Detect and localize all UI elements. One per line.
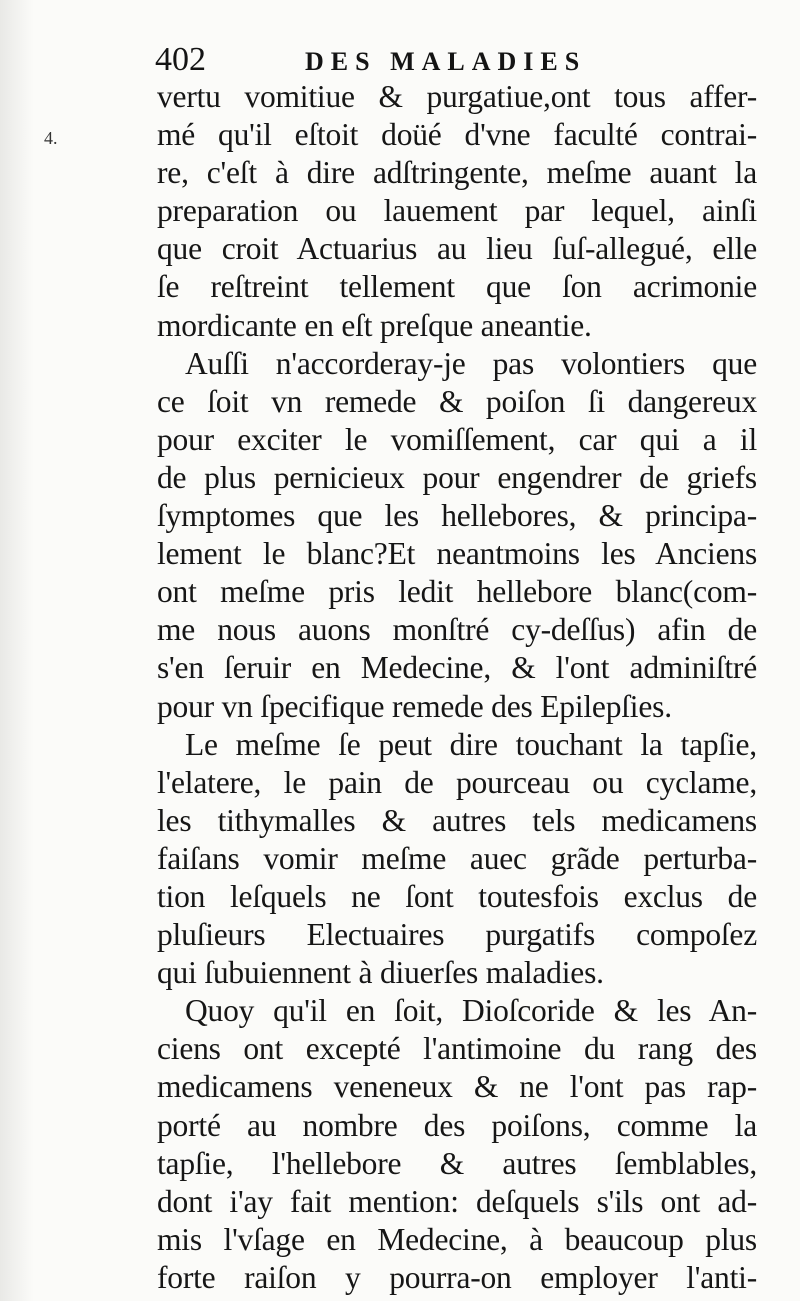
text-line: pour exciter le vomiſſement, car qui a il bbox=[157, 421, 757, 457]
text-line: Le meſme ſe peut dire touchant la tapſie, bbox=[185, 726, 757, 762]
text-line: pour vn ſpecifique remede des Epilepſies. bbox=[157, 688, 672, 724]
text-line: faiſans vomir meſme auec grãde perturba- bbox=[157, 840, 757, 876]
text-line: ſymptomes que les hellebores, & principa- bbox=[157, 498, 757, 534]
text-line: pluſieurs Electuaires purgatifs compoſez bbox=[157, 917, 757, 953]
text-line: ſe reſtreint tellement que ſon acrimonie bbox=[157, 269, 757, 305]
text-line: tion leſquels ne ſont toutesfois exclus de bbox=[157, 878, 757, 914]
text-line: Quoy qu'il en ſoit, Dioſcoride & les An- bbox=[185, 993, 757, 1029]
text-line: les tithymalles & autres tels medicamens bbox=[157, 802, 757, 838]
text-line: de plus pernicieux pour engendrer de griefs bbox=[157, 459, 757, 495]
page-number: 402 bbox=[155, 41, 206, 78]
text-line: ciens ont excepté l'antimoine du rang des bbox=[157, 1031, 757, 1067]
text-line: que croit Actuarius au lieu ſuſ-allegué, elle bbox=[157, 231, 757, 267]
text-line: preparation ou lauement par lequel, ainſi bbox=[157, 193, 757, 229]
running-head: DES MALADIES bbox=[305, 47, 587, 76]
text-line: s'en ſeruir en Medecine, & l'ont adminiſtré bbox=[157, 650, 757, 686]
text-line: vertu vomitiue & purgatiue,ont tous affer- bbox=[157, 79, 757, 114]
text-line: re, c'eſt à dire adſtringente, meſme auant la bbox=[157, 155, 757, 191]
text-line: me nous auons monſtré cy-deſſus) afin de bbox=[157, 612, 757, 648]
page-header bbox=[155, 40, 755, 80]
margin-mark: 4. bbox=[44, 128, 58, 148]
text-line: mis l'vſage en Medecine, à beaucoup plus bbox=[157, 1221, 757, 1257]
text-line: dont i'ay fait mention: deſquels s'ils ont ad- bbox=[157, 1183, 757, 1219]
text-line: tapſie, l'hellebore & autres ſemblables, bbox=[157, 1145, 757, 1181]
text-line: lement le blanc?Et neantmoins les Anciens bbox=[157, 536, 757, 572]
text-line: l'elatere, le pain de pourceau ou cyclame, bbox=[157, 764, 757, 800]
body-text bbox=[157, 78, 757, 1297]
text-line: mordicante en eſt preſque aneantie. bbox=[157, 307, 592, 343]
text-line: ont meſme pris ledit hellebore blanc(com- bbox=[157, 574, 757, 610]
text-line: qui ſubuiennent à diuerſes maladies. bbox=[157, 955, 604, 991]
text-line: Auſſi n'accorderay-je pas volontiers que bbox=[185, 345, 757, 381]
text-line: porté au nombre des poiſons, comme la bbox=[157, 1107, 757, 1143]
text-line: medicamens veneneux & ne l'ont pas rap- bbox=[157, 1069, 757, 1105]
page-gutter bbox=[0, 0, 34, 1301]
text-line: mé qu'il eſtoit doüé d'vne faculté contrai- bbox=[157, 117, 757, 153]
text-line: ce ſoit vn remede & poiſon ſi dangereux bbox=[157, 383, 757, 419]
text-line: forte raiſon y pourra-on employer l'anti- bbox=[157, 1259, 757, 1295]
